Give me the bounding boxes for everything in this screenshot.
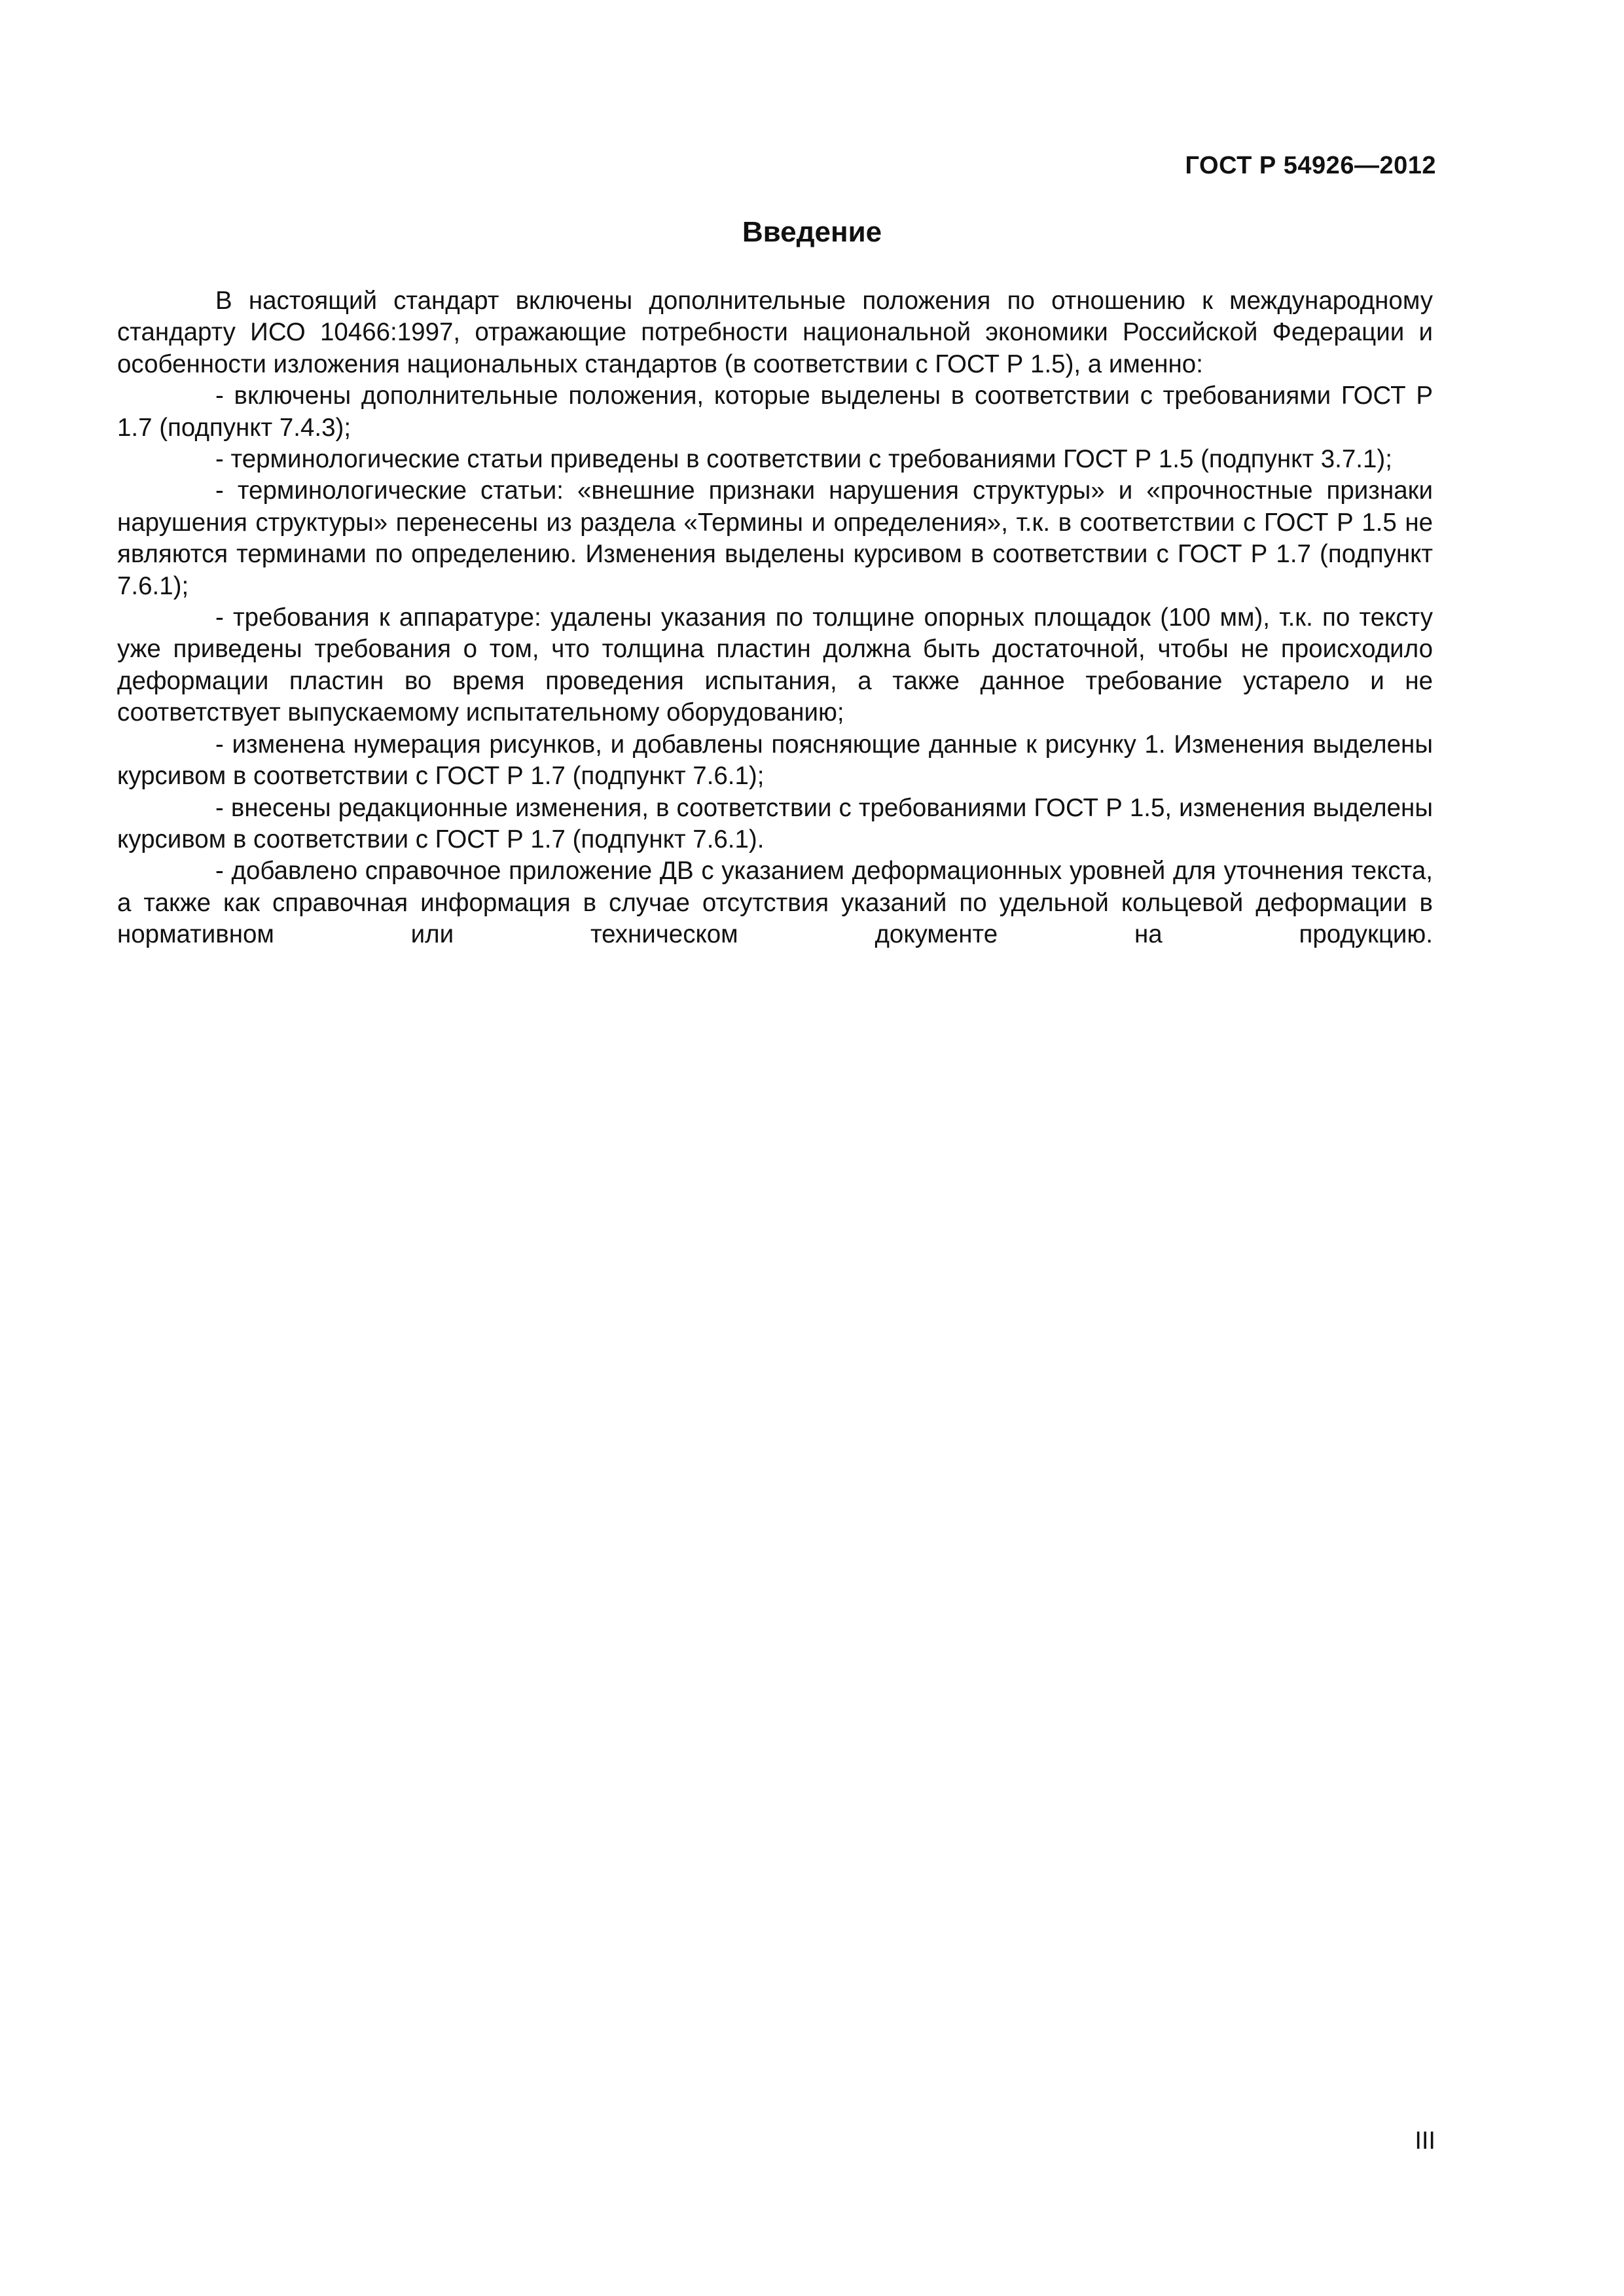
- document-header-standard-id: ГОСТ Р 54926—2012: [1185, 152, 1436, 179]
- list-item-moved-terms: - терминологические статьи: «внешние признаки нарушения структуры» и «прочностные признаки нарушения структуры» перенесены из раздела «Термины и определения», т.к. в соответствии с ГОСТ Р 1.5 не являются терминами по определению. Изменения выделены курсивом в соответствии с ГОСТ Р 1.7 (подпункт 7.6.1);: [117, 476, 1433, 600]
- list-item-additional-provisions: - включены дополнительные положения, которые выделены в соответствии с требованиями ГОСТ Р 1.7 (подпункт 7.4.3);: [117, 382, 1433, 442]
- list-item-terminology-articles: - терминологические статьи приведены в соответствии с требованиями ГОСТ Р 1.5 (подпункт 3.7.1);: [215, 445, 1392, 474]
- page-number: III: [1415, 2127, 1435, 2155]
- document-body: [117, 285, 1433, 951]
- list-item-reference-annex: - добавлено справочное приложение ДВ с указанием деформационных уровней для уточнения текста, а также как справочная информация в случае отсутствия указаний по удельной кольцевой деформации в нормативном или техническом документе на продукцию.: [117, 857, 1433, 949]
- list-item-apparatus-requirements: - требования к аппаратуре: удалены указания по толщине опорных площадок (100 мм), т.к. по тексту уже приведены требования о том, что толщина пластин должна быть достаточной, чтобы не происходило деформации пластин во время проведения испытания, а также данное требование устарело и не соответствует выпускаемому испытательному оборудованию;: [117, 603, 1433, 727]
- list-item-editorial-changes: - внесены редакционные изменения, в соответствии с требованиями ГОСТ Р 1.5, изменения выделены курсивом в соответствии с ГОСТ Р 1.7 (подпункт 7.6.1).: [117, 793, 1433, 853]
- page-title: Введение: [742, 216, 882, 248]
- list-item-figure-numbering: - изменена нумерация рисунков, и добавлены поясняющие данные к рисунку 1. Изменения выделены курсивом в соответствии с ГОСТ Р 1.7 (подпункт 7.6.1);: [117, 730, 1433, 791]
- paragraph-intro: В настоящий стандарт включены дополнительные положения по отношению к международному стандарту ИСО 10466:1997, отражающие потребности национальной экономики Российской Федерации и особенности изложения национальных стандартов (в соответствии с ГОСТ Р 1.5), а именно:: [117, 287, 1433, 378]
